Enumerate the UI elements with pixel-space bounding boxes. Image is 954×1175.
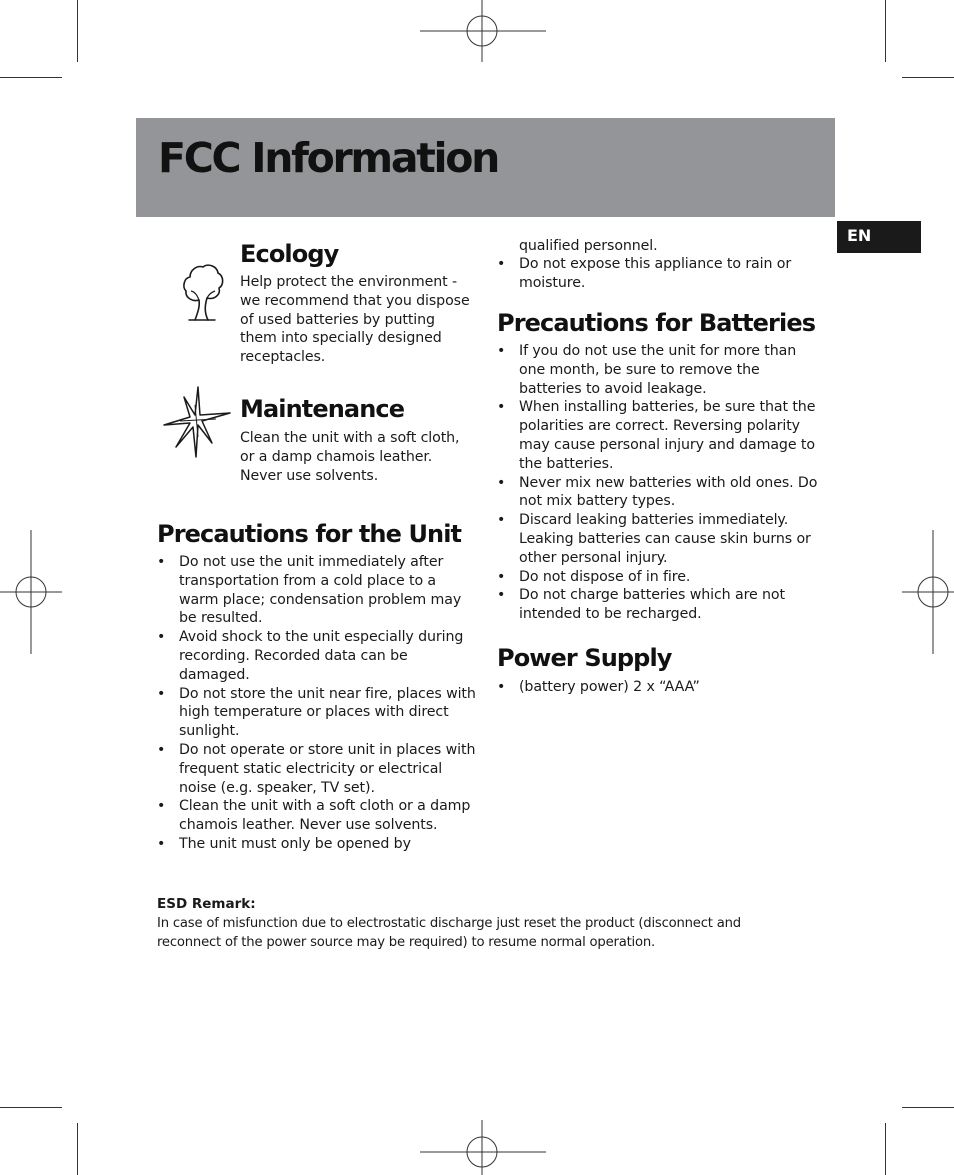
- crop-mark-top-right-h: [902, 77, 954, 78]
- precautions-unit-list-continued: [497, 255, 817, 293]
- list-item: • Avoid shock to the unit especially during recording. Recorded data can be damaged.: [157, 628, 477, 684]
- crop-mark-top-right-v: [885, 0, 886, 62]
- list-item: • (battery power) 2 x “AAA”: [497, 678, 819, 697]
- page-title: FCC Information: [158, 134, 499, 182]
- list-item: • Do not dispose of in fire.: [497, 568, 819, 587]
- page-header: [136, 118, 835, 217]
- sparkle-icon: [162, 385, 232, 459]
- crop-mark-bottom-left-v: [77, 1123, 78, 1175]
- list-item: • Do not expose this appliance to rain or moisture.: [497, 255, 817, 293]
- list-item: • Do not store the unit near fire, places with high temperature or places with direct sunlight.: [157, 685, 477, 741]
- list-item: • When installing batteries, be sure that the polarities are correct. Reversing polarity may cause personal injury and damage to the batteries.: [497, 398, 819, 473]
- list-item: • Clean the unit with a soft cloth or a damp chamois leather. Never use solvents.: [157, 797, 477, 835]
- language-tab: EN: [837, 221, 921, 253]
- maintenance-title: Maintenance: [240, 395, 405, 423]
- precautions-batteries-title: Precautions for Batteries: [497, 309, 816, 337]
- registration-mark-left: [0, 530, 62, 654]
- list-item: • Do not use the unit immediately after transportation from a cold place to a warm place; condensation problem may be resulted.: [157, 553, 477, 628]
- ecology-title: Ecology: [240, 240, 339, 268]
- precautions-unit-list: [157, 553, 477, 854]
- list-item: • Do not operate or store unit in places with frequent static electricity or electrical noise (e.g. speaker, TV set).: [157, 741, 477, 797]
- esd-remark-text: In case of misfunction due to electrostatic discharge just reset the product (disconnect and reconnect of the power source may be required) to resume normal operation.: [157, 916, 741, 950]
- power-supply-list: [497, 678, 819, 697]
- precautions-unit-continued: qualified personnel.: [519, 238, 658, 254]
- list-item: • The unit must only be opened by: [157, 835, 477, 854]
- precautions-batteries-list: [497, 342, 819, 624]
- registration-mark-top: [420, 0, 546, 62]
- crop-mark-bottom-left-h: [0, 1107, 62, 1108]
- power-supply-title: Power Supply: [497, 644, 672, 672]
- crop-mark-bottom-right-v: [885, 1123, 886, 1175]
- registration-mark-bottom: [420, 1120, 546, 1175]
- crop-mark-top-left-v: [77, 0, 78, 62]
- list-item: • If you do not use the unit for more than one month, be sure to remove the batteries to avoid leakage.: [497, 342, 819, 398]
- registration-mark-right: [902, 530, 954, 654]
- list-item: • Discard leaking batteries immediately. Leaking batteries can cause skin burns or other personal injury.: [497, 511, 819, 567]
- precautions-unit-title: Precautions for the Unit: [157, 520, 462, 548]
- tree-icon: [181, 262, 225, 324]
- crop-mark-top-left-h: [0, 77, 62, 78]
- list-item: • Never mix new batteries with old ones. Do not mix battery types.: [497, 474, 819, 512]
- maintenance-text: Clean the unit with a soft cloth, or a damp chamois leather. Never use solvents.: [240, 430, 460, 484]
- crop-mark-bottom-right-h: [902, 1107, 954, 1108]
- ecology-text: Help protect the environment - we recommend that you dispose of used batteries by putting them into specially designed receptacles.: [240, 274, 470, 366]
- list-item: • Do not charge batteries which are not intended to be recharged.: [497, 586, 819, 624]
- esd-remark-title: ESD Remark:: [157, 896, 256, 912]
